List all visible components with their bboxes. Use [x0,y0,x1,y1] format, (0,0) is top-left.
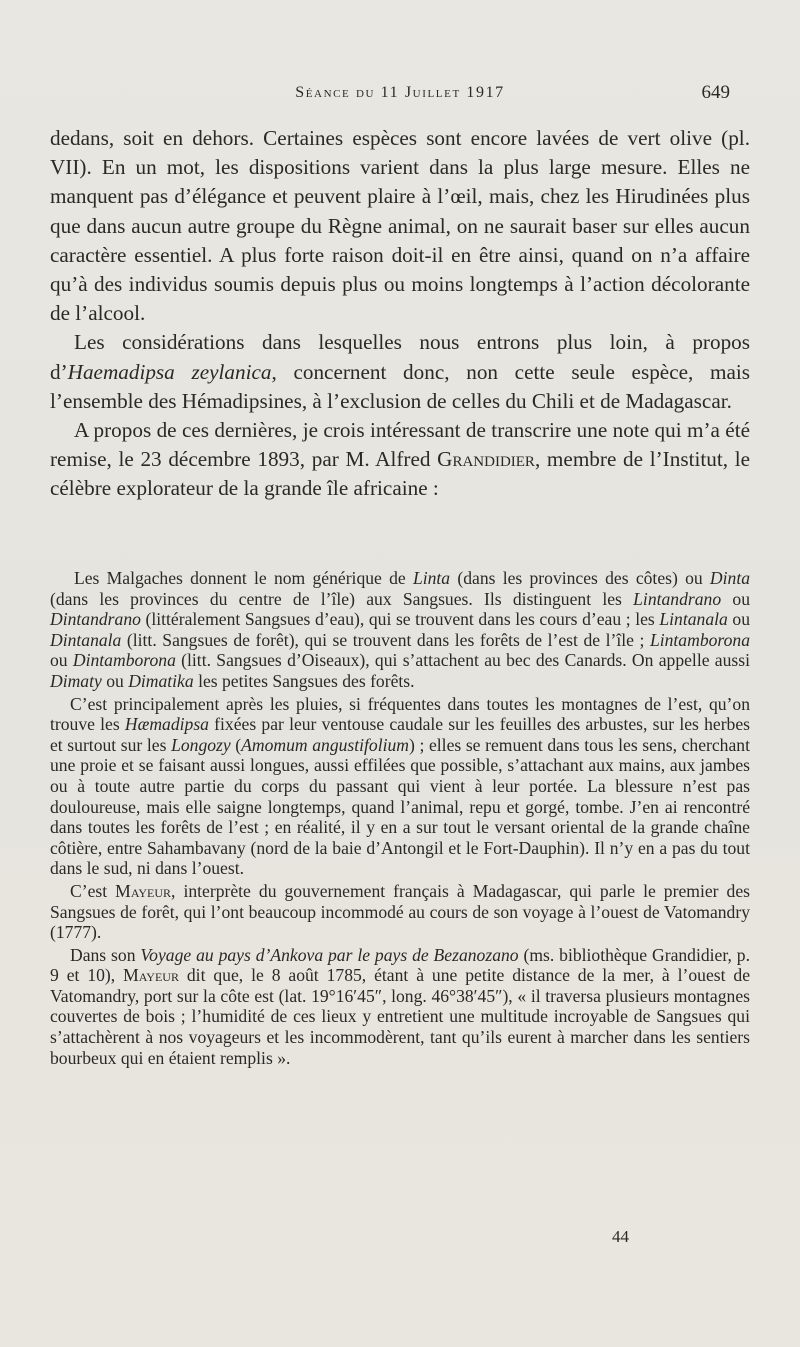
quoted-note [50,568,750,1070]
italic-term: Amomum angustifolium [241,734,410,755]
text-run: (dans les provinces des côtes) ou [450,568,710,588]
page-number: 649 [701,82,730,103]
paragraph-3 [50,416,750,504]
quote-paragraph-1 [50,568,750,692]
signature-mark: 44 [612,1227,629,1246]
quote-paragraph-2 [50,694,750,879]
italic-term: Lintamborona [649,629,750,650]
text-run: (litt. Sangsues d’Oiseaux), qui s’attachent au bec des Canards. On appelle aussi [175,650,750,671]
species-name: Haemadipsa zeylanica [67,359,272,384]
text-run: ou [721,588,750,609]
italic-term: Dimatika [128,670,194,691]
text-run: dit que, le 8 août 1785, étant à une petite distance de la mer, à l’ouest de Vatomandry, port sur la côte est (lat. 19°16′45″, long. 46°38′45″), « il traversa plusieurs montagnes couvertes de bois ; l’humidité de ces lieux y entretient une multitude incroyable de Sangsues qui s’attachèrent à nos voyageurs et les incommodèrent, tant qu’ils eurent à marcher dans les sentiers bourbeux qui en étaient remplis ». [50,965,751,1068]
quote-paragraph-4 [50,945,750,1069]
paragraph-2-text-a: Les considérations dans lesquelles nous entrons plus loin, à propos d’ [50,330,750,384]
main-text [50,124,750,504]
italic-term: Hæmadipsa [124,714,209,735]
author-name: Grandidier [437,447,535,472]
text-run: Les Malgaches donnent le nom générique de [74,568,413,588]
italic-term: Dinta [709,568,750,588]
paragraph-3-text-a: A propos de ces dernières, je crois intéressant de transcrire une note qui m’a été remise, le 23 décembre 1893, par M. Alfred [50,418,750,472]
running-head [50,82,750,106]
text-run: (ms. bibliothèque Grandidier, p. 9 et 10), [50,944,750,986]
paragraph-1: dedans, soit en dehors. Certaines espèces sont encore lavées de vert olive (pl. VII). En un mot, les dispositions varient dans la plus large mesure. Elles ne manquent pas d’élégance et peuvent plaire à l’œil, mais, chez les Hirudinées plus que dans aucun autre groupe du Règne animal, on ne saurait baser sur elles aucun caractère essentiel. A plus forte raison doit-il en être ainsi, quand on n’a affaire qu’à des individus soumis depuis plus ou moins longtemps à l’action décolorante de l’alcool. [50,126,750,326]
italic-term: Dimaty [50,670,102,691]
running-title: Séance du 11 Juillet 1917 [295,84,505,101]
italic-term: Lintandrano [633,588,722,609]
text-run: ou [727,609,750,630]
italic-term: Voyage au pays d’Ankova par le pays de Bezanozano [140,944,519,965]
text-run: C’est [70,880,116,901]
italic-term: Dintamborona [72,650,176,671]
italic-term: Longozy [171,734,231,755]
text-run: (littéralement Sangsues d’eau), qui se trouvent dans les cours d’eau ; les [140,609,660,630]
italic-term: Dintanala [50,629,122,650]
text-run: les petites Sangsues des forêts. [193,670,415,691]
text-run: ou [101,670,129,691]
paragraph-3-text-b: , membre de l’Institut, le célèbre explorateur de la grande île africaine : [50,447,750,501]
text-run: ou [50,650,73,671]
italic-term: Lintanala [659,609,728,630]
text-run: ) ; elles se remuent dans tous les sens, cherchant une proie et se faisant aussi longues, aussi effilées que possible, s’attachant aux mains, aux jambes ou à toute autre partie du corps du passant qui vient à leur portée. La blessure n’est pas douloureuse, mais elle saigne longtemps, quand l’animal, repu et gorgé, tombe. J’en ai rencontré dans toutes les forêts de l’est ; en réalité, il y en a sur tout le versant oriental de la grande chaîne côtière, entre Sahambavany (nord de la baie d’Antongil et le Fort-Dauphin). Il n’y en a pas du tout dans le sud, ni dans l’ouest. [50,734,750,879]
text-run: Dans son [70,944,141,965]
text-run: (litt. Sangsues de forêt), qui se trouvent dans les forêts de l’est de l’île ; [121,629,650,650]
text-run: (dans les provinces du centre de l’île) aux Sangsues. Ils distinguent les [50,588,634,609]
text-run: C’est principalement après les pluies, si fréquentes dans toutes les montagnes de l’est, qu’on trouve les [50,693,750,735]
text-run: fixées par leur ventouse caudale sur les feuilles des arbustes, sur les herbes et surtout sur les [50,714,751,755]
italic-term: Linta [412,568,451,588]
text-run: ( [230,734,242,755]
paragraph-2 [50,328,750,416]
text-run: , interprète du gouvernement français à Madagascar, qui parle le premier des Sangsues de forêt, qui l’ont beaucoup incommodé au cours de son voyage à l’ouest de Vatomandry (1777). [50,880,750,943]
paragraph-2-text-b: , concernent donc, non cette seule espèce, mais l’ensemble des Hémadipsines, à l’exclusion de celles du Chili et de Madagascar. [50,359,751,413]
small-caps-name: Mayeur [123,965,179,986]
small-caps-name: Mayeur [115,880,172,901]
italic-term: Dintandrano [50,609,141,630]
quote-paragraph-3 [50,881,750,943]
